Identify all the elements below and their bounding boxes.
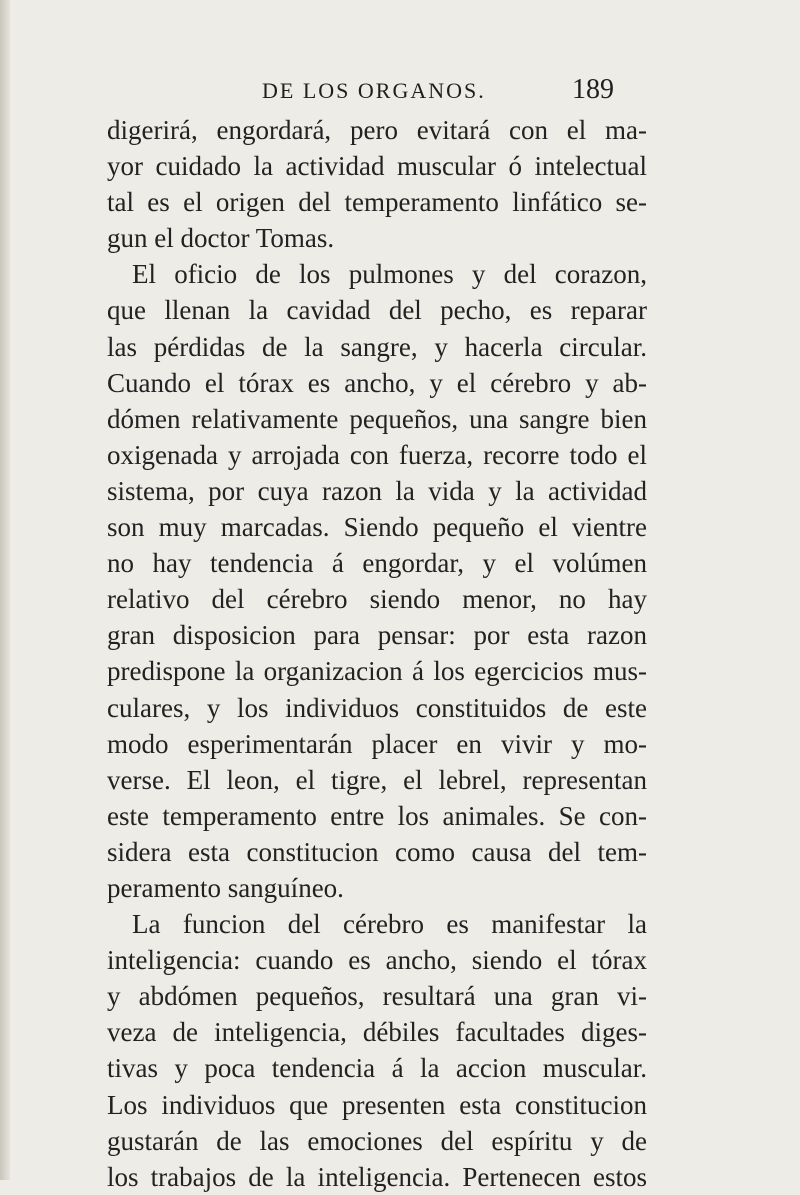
text-line: veza de inteligencia, débiles facultades diges-	[107, 1017, 647, 1048]
text-line: tivas y poca tendencia á la accion muscular.	[107, 1053, 647, 1084]
text-line: sidera esta constitucion como causa del tem-	[107, 836, 647, 867]
text-line: tal es el origen del temperamento linfático se-	[107, 187, 647, 218]
text-line: La funcion del cérebro es manifestar la	[132, 909, 647, 940]
page-number: 189	[572, 74, 614, 105]
text-line: El oficio de los pulmones y del corazon,	[132, 259, 647, 290]
text-line: Los individuos que presenten esta constitucion	[107, 1089, 647, 1120]
text-line: sistema, por cuya razon la vida y la actividad	[107, 475, 647, 506]
text-line: son muy marcadas. Siendo pequeño el vientre	[107, 512, 647, 543]
text-line: las pérdidas de la sangre, y hacerla circular.	[107, 331, 647, 362]
text-line: oxigenada y arrojada con fuerza, recorre todo el	[107, 439, 647, 470]
text-line: gustarán de las emociones del espíritu y de	[107, 1125, 647, 1156]
text-line: digerirá, engordará, pero evitará con el ma-	[107, 115, 647, 145]
text-line: yor cuidado la actividad muscular ó intelectual	[107, 151, 647, 182]
body-text	[107, 112, 647, 1195]
text-line: que llenan la cavidad del pecho, es reparar	[107, 295, 647, 326]
text-line: inteligencia: cuando es ancho, siendo el tórax	[107, 945, 647, 976]
text-line: predispone la organizacion á los egercicios mus-	[107, 656, 647, 687]
text-line: dómen relativamente pequeños, una sangre bien	[107, 403, 647, 434]
text-line: gran disposicion para pensar: por esta razon	[107, 620, 647, 651]
text-line: modo esperimentarán placer en vivir y mo-	[107, 728, 647, 759]
text-line: peramento sanguíneo.	[107, 872, 344, 903]
text-line: los trabajos de la inteligencia. Pertenecen estos	[107, 1161, 647, 1192]
text-line: este temperamento entre los animales. Se con-	[107, 800, 647, 831]
text-line: no hay tendencia á engordar, y el volúmen	[107, 548, 647, 579]
text-line: verse. El leon, el tigre, el lebrel, representan	[107, 764, 647, 795]
text-line: gun el doctor Tomas.	[107, 223, 335, 254]
text-line: culares, y los individuos constituidos de este	[107, 692, 647, 723]
page-binding-edge	[0, 0, 10, 1180]
running-title: DE LOS ORGANOS.	[262, 78, 486, 103]
text-line: Cuando el tórax es ancho, y el cérebro y ab-	[107, 367, 647, 398]
text-line: relativo del cérebro siendo menor, no hay	[107, 584, 647, 615]
text-line: y abdómen pequeños, resultará una gran vi-	[107, 981, 647, 1012]
